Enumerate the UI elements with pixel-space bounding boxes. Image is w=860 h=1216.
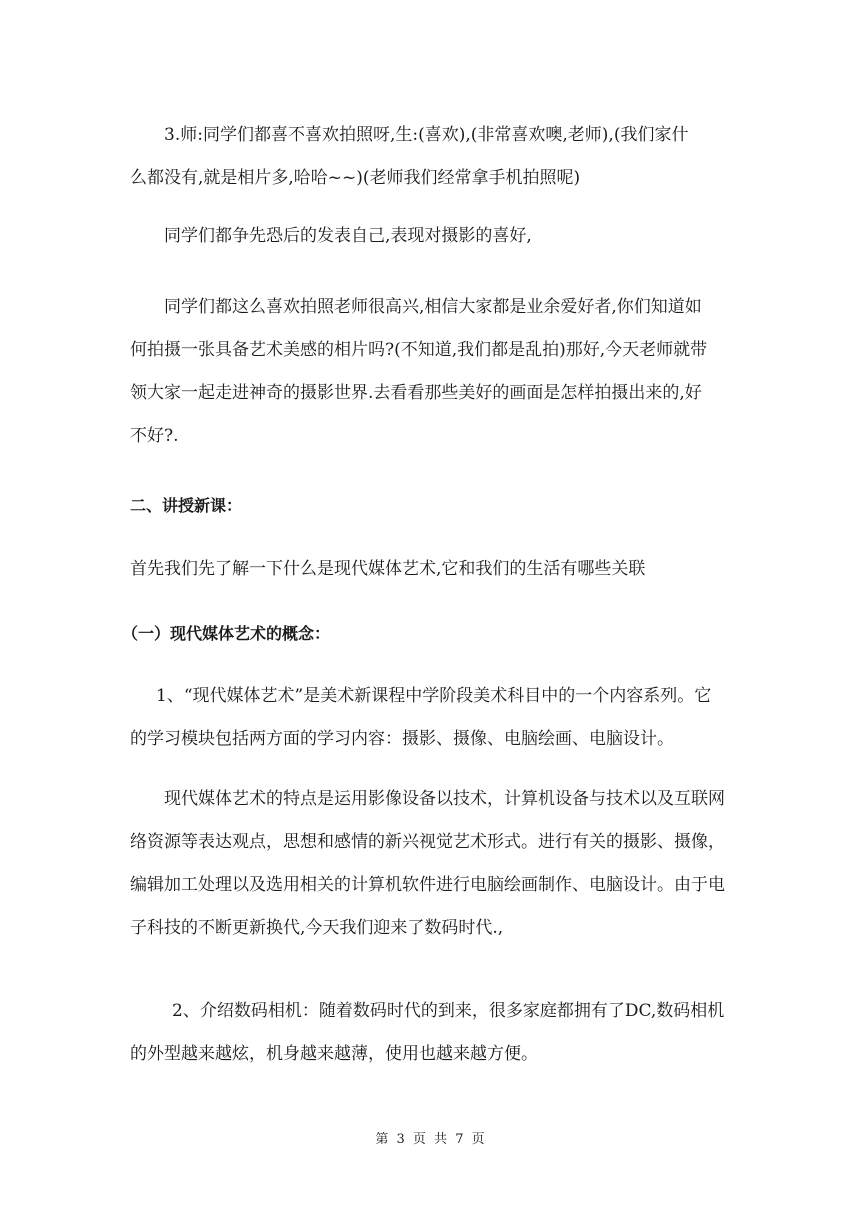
text-line: 何拍摄一张具备艺术美感的相片吗?(不知道,我们都是乱拍)那好,今天老师就带 <box>130 340 708 360</box>
text-line: 么都没有,就是相片多,哈哈~~)(老师我们经常拿手机拍照呢) <box>130 168 581 188</box>
text-line: 子科技的不断更新换代,今天我们迎来了数码时代., <box>130 918 504 938</box>
section-heading-new-lesson: 二、讲授新课： <box>130 496 243 515</box>
text-line: 1、“现代媒体艺术”是美术新课程中学阶段美术科目中的一个内容系列。它 <box>156 686 712 706</box>
paragraph-teacher-question <box>130 114 730 200</box>
subsection-heading-concept: （一）现代媒体艺术的概念： <box>122 624 331 643</box>
text-line: 的学习模块包括两方面的学习内容：摄影、摄像、电脑绘画、电脑设计。 <box>130 729 674 749</box>
text-line: 同学们都争先恐后的发表自己,表现对摄影的喜好, <box>164 226 532 246</box>
text-line: 不好?. <box>130 426 179 446</box>
page-number-footer: 第 3 页 共 7 页 <box>375 1132 485 1147</box>
paragraph-characteristics <box>130 778 730 950</box>
paragraph-introduction <box>130 286 730 458</box>
text-line: 领大家一起走进神奇的摄影世界.去看看那些美好的画面是怎样拍摄出来的,好 <box>130 383 702 403</box>
text-line: 的外型越来越炫，机身越来越薄，使用也越来越方便。 <box>130 1044 538 1064</box>
paragraph-definition <box>130 675 730 761</box>
text-line: 现代媒体艺术的特点是运用影像设备以技术，计算机设备与技术以及互联网 <box>164 789 725 809</box>
text-line: 络资源等表达观点，思想和感情的新兴视觉艺术形式。进行有关的摄影、摄像， <box>130 832 725 852</box>
text-line: 3.师:同学们都喜不喜欢拍照呀,生:(喜欢),(非常喜欢噢,老师),(我们家什 <box>164 125 689 145</box>
text-line: 编辑加工处理以及选用相关的计算机软件进行电脑绘画制作、电脑设计。由于电 <box>130 875 725 895</box>
text-line: 同学们都这么喜欢拍照老师很高兴,相信大家都是业余爱好者,你们知道如 <box>164 297 702 317</box>
paragraph-lead-in <box>130 548 730 591</box>
text-line: 2、介绍数码相机：随着数码时代的到来，很多家庭都拥有了DC,数码相机 <box>172 1001 725 1021</box>
paragraph-students-response <box>130 215 730 258</box>
paragraph-digital-camera <box>130 990 730 1076</box>
text-line: 首先我们先了解一下什么是现代媒体艺术,它和我们的生活有哪些关联 <box>130 559 646 579</box>
